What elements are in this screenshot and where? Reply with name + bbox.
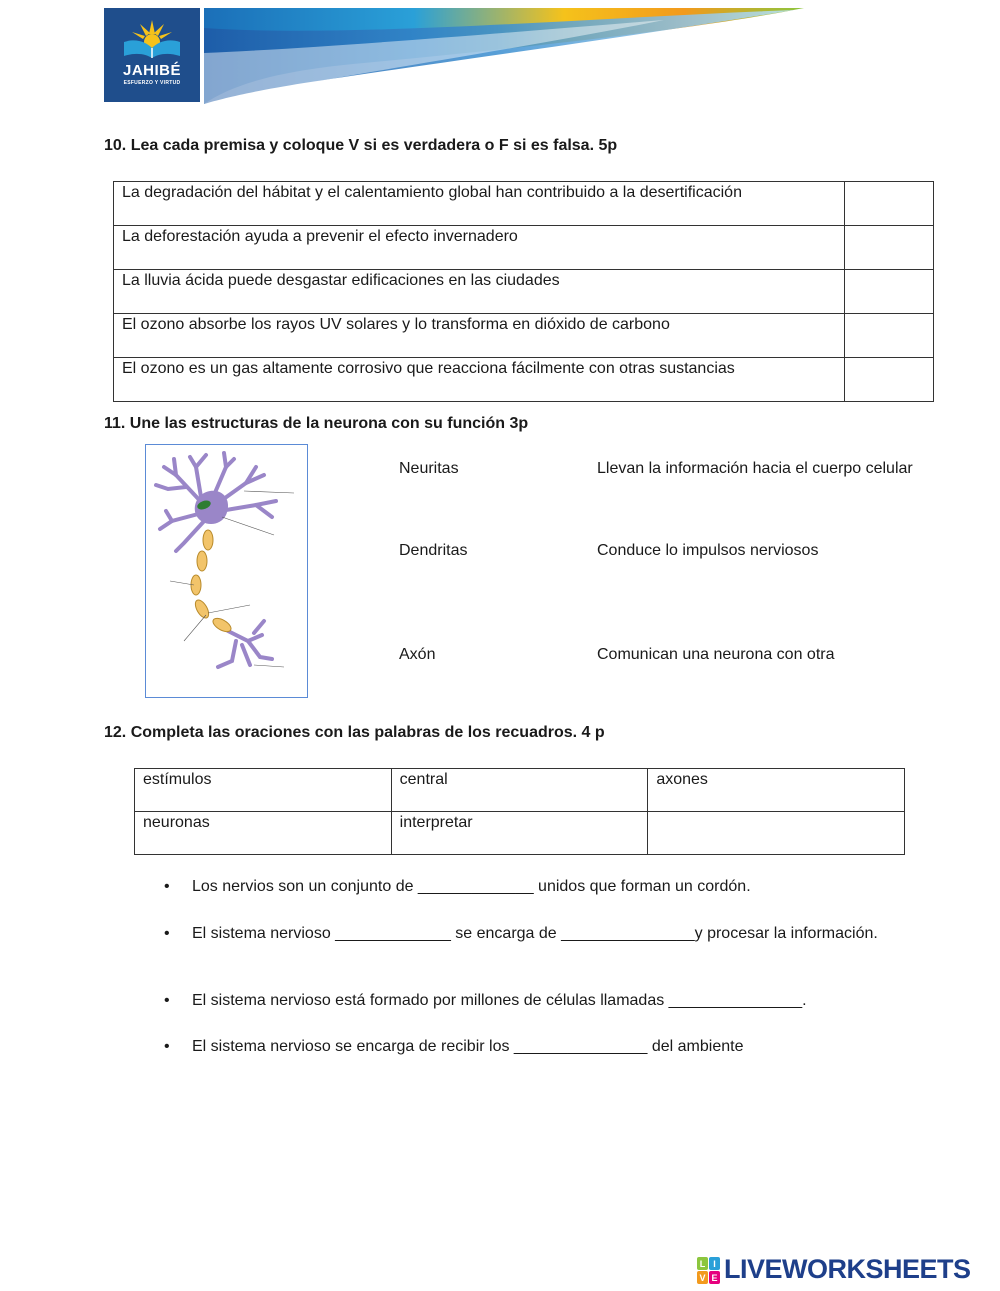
table-row — [114, 182, 934, 226]
logo-letter: E — [711, 1273, 718, 1283]
word-cell: central — [391, 769, 648, 812]
structure-neuritas[interactable]: Neuritas — [399, 460, 459, 477]
book-sun-icon — [104, 8, 200, 64]
table-row — [135, 812, 905, 855]
word-cell: estímulos — [135, 769, 392, 812]
function-3[interactable]: Comunican una neurona con otra — [597, 646, 835, 663]
question-11-title: 11. Une las estructuras de la neurona con su función 3p — [104, 415, 529, 432]
table-row — [114, 358, 934, 402]
sentence-4[interactable]: El sistema nervioso se encarga de recibir los _______________ del ambiente — [192, 1038, 744, 1055]
question-10-title: 10. Lea cada premisa y coloque V si es verdadera o F si es falsa. 5p — [104, 137, 618, 154]
bullet: • — [164, 1038, 170, 1055]
header-banner — [104, 8, 934, 104]
bullet: • — [164, 925, 170, 942]
answer-cell[interactable] — [845, 358, 934, 402]
answer-cell[interactable] — [845, 270, 934, 314]
logo-letter: L — [699, 1259, 706, 1269]
sentence-1[interactable]: Los nervios son un conjunto de _____________ unidos que forman un cordón. — [192, 878, 751, 895]
word-cell: neuronas — [135, 812, 392, 855]
table-row — [114, 314, 934, 358]
logo-name: JAHIBÉ — [122, 62, 181, 79]
word-cell: axones — [648, 769, 905, 812]
true-false-table — [113, 181, 934, 402]
logo-letter: V — [699, 1273, 706, 1283]
table-row — [135, 769, 905, 812]
brand-name[interactable]: LIVEWORKSHEETS — [724, 1254, 971, 1284]
premise: La deforestación ayuda a prevenir el efecto invernadero — [114, 226, 845, 270]
structure-axon[interactable]: Axón — [399, 646, 436, 663]
premise: El ozono es un gas altamente corrosivo que reacciona fácilmente con otras sustancias — [114, 358, 845, 402]
premise: El ozono absorbe los rayos UV solares y lo transforma en dióxido de carbono — [114, 314, 845, 358]
question-12-title: 12. Completa las oraciones con las palabras de los recuadros. 4 p — [104, 724, 605, 741]
premise: La lluvia ácida puede desgastar edificaciones en las ciudades — [114, 270, 845, 314]
neuron-icon — [146, 445, 307, 697]
liveworksheets-logo-icon — [697, 1257, 721, 1285]
answer-cell[interactable] — [845, 314, 934, 358]
bullet: • — [164, 878, 170, 895]
word-cell: interpretar — [391, 812, 648, 855]
function-1[interactable]: Llevan la información hacia el cuerpo celular — [597, 460, 913, 477]
word-cell — [648, 812, 905, 855]
logo-letter: I — [713, 1259, 716, 1269]
logo — [104, 8, 200, 102]
sentence-3[interactable]: El sistema nervioso está formado por millones de células llamadas _______________. — [192, 992, 807, 1009]
sentence-2[interactable]: El sistema nervioso _____________ se encarga de _______________y procesar la información. — [192, 925, 878, 942]
bullet: • — [164, 992, 170, 1009]
word-bank-table — [134, 768, 905, 855]
table-row — [114, 270, 934, 314]
logo-motto: ESFUERZO Y VIRTUD — [123, 80, 181, 86]
neuron-diagram — [145, 444, 308, 698]
answer-cell[interactable] — [845, 226, 934, 270]
table-row — [114, 226, 934, 270]
answer-cell[interactable] — [845, 182, 934, 226]
structure-dendritas[interactable]: Dendritas — [399, 542, 468, 559]
function-2[interactable]: Conduce lo impulsos nerviosos — [597, 542, 819, 559]
premise: La degradación del hábitat y el calentamiento global han contribuido a la desertificación — [114, 182, 845, 226]
